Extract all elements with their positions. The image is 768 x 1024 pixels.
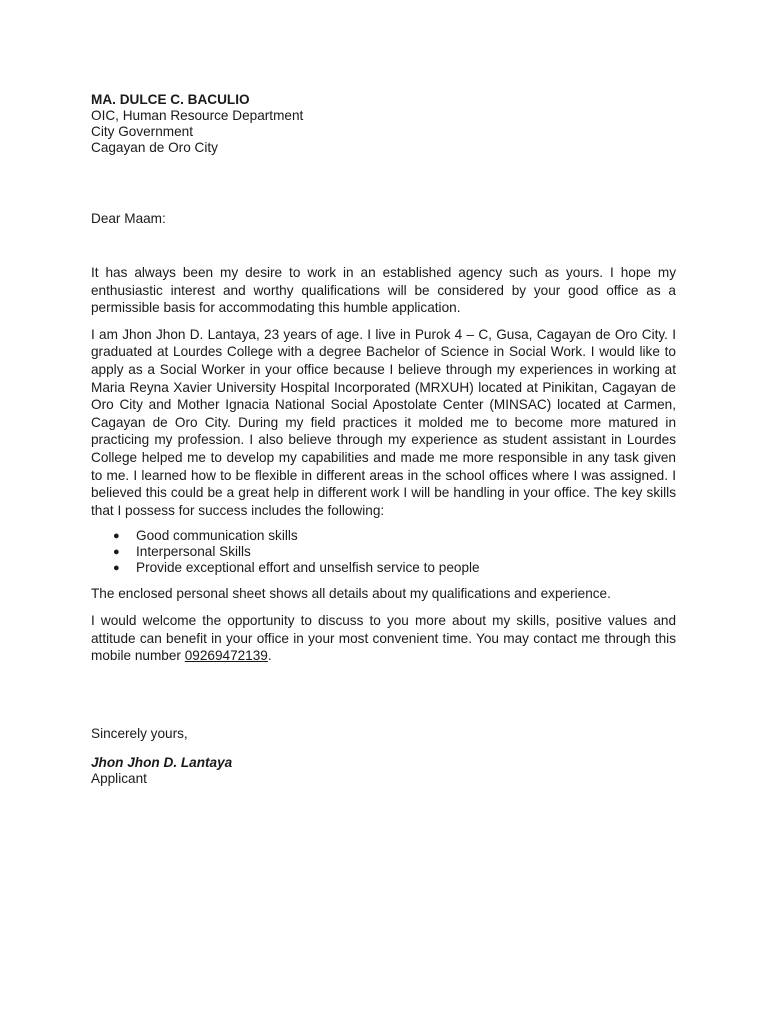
recipient-office: City Government — [91, 124, 193, 139]
paragraph-enclosure: The enclosed personal sheet shows all details about my qualifications and experience. — [91, 586, 611, 602]
bullet-icon: ● — [113, 546, 120, 559]
contact-end: . — [267, 648, 272, 664]
contact-text: I would welcome the opportunity to discuss to you more about my skills, positive values and attitude can benefit in your office in your most convenient time. You may contact me through this mobile number — [91, 612, 676, 664]
letter-page — [91, 92, 676, 787]
signer-name: Jhon Jhon D. Lantaya — [91, 754, 233, 770]
skill-text: Provide exceptional effort and unselfish service to people — [136, 560, 480, 576]
closing: Sincerely yours, — [91, 725, 188, 741]
recipient-city: Cagayan de Oro City — [91, 140, 218, 155]
skill-text: Interpersonal Skills — [136, 544, 251, 560]
skill-text: Good communication skills — [136, 528, 298, 544]
phone-number-link[interactable]: 09269472139 — [184, 648, 268, 664]
signer-role: Applicant — [91, 770, 147, 786]
recipient-position: OIC, Human Resource Department — [91, 108, 304, 123]
list-item — [91, 544, 676, 560]
recipient-block — [91, 92, 676, 156]
bullet-icon: ● — [113, 562, 120, 575]
paragraph-intro: It has always been my desire to work in an established agency such as yours. I hope my enthusiastic interest and worthy qualifications will be considered by your good office as a permissible basis for accommodating this humble application. — [91, 265, 676, 316]
list-item — [91, 528, 676, 544]
list-item — [91, 560, 676, 576]
salutation: Dear Maam: — [91, 211, 166, 226]
recipient-name: MA. DULCE C. BACULIO — [91, 92, 250, 107]
skills-list — [91, 528, 676, 576]
paragraph-background: I am Jhon Jhon D. Lantaya, 23 years of age. I live in Purok 4 – C, Gusa, Cagayan de Oro City. I graduated at Lourdes College with a degree Bachelor of Science in Social Work. I would like to apply as a Social Worker in your office because I believe through my experiences in working at Maria Reyna Xavier University Hospital Incorporated (MRXUH) located at Pinikitan, Cagayan de Oro City and Mother Ignacia National Social Apostolate Center (MINSAC) located at Carmen, Cagayan de Oro City. During my field practices it molded me to become more matured in practicing my profession. I also believe through my experience as student assistant in Lourdes College helped me to develop my capabilities and made me more responsible in any task given to me. I learned how to be flexible in different areas in the school offices where I was assigned. I believed this could be a great help in different work I will be handling in your office. The key skills that I possess for success includes the following: — [91, 326, 676, 518]
paragraph-contact — [91, 612, 676, 665]
bullet-icon: ● — [113, 530, 120, 543]
